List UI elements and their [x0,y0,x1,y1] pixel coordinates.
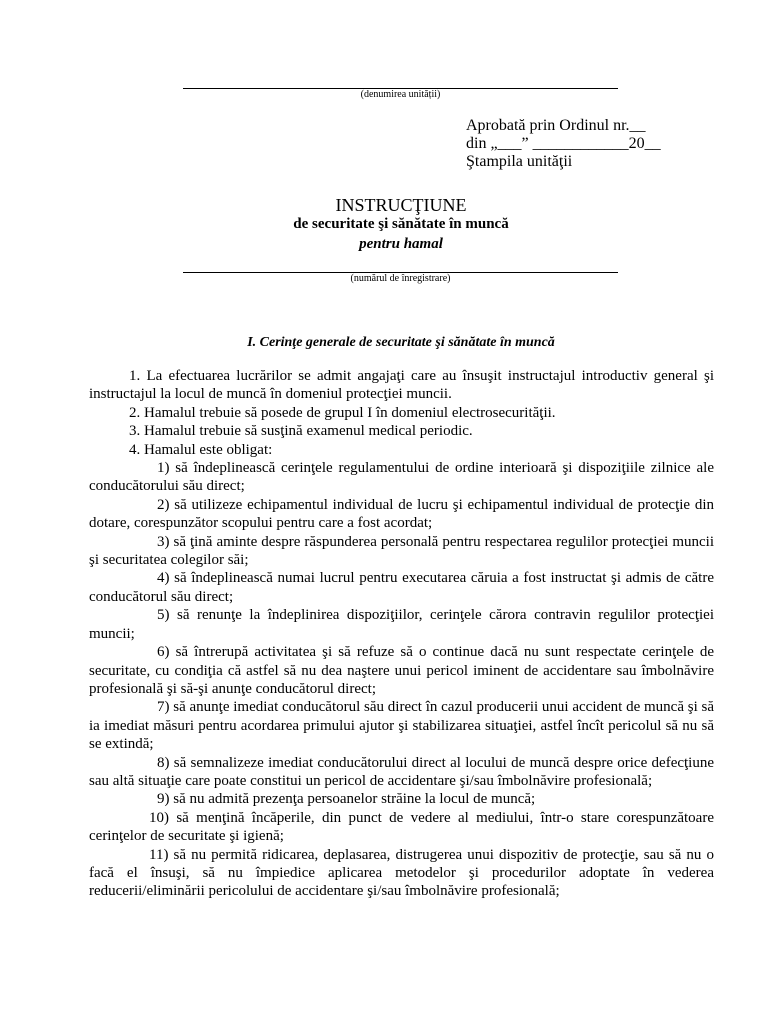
list-item: 5) să renunţe la îndeplinirea dispoziţiilor, cerinţele cărora contravin regulilor protecţiei muncii; [89,607,714,642]
list-item: 6) să întrerupă activitatea şi să refuze să o continue dacă nu sunt respectate cerinţele de securitate, cu condiţia că astfel să nu dea naştere unui pericol iminent de accidentare sau îmbolnăvire profesională şi să-şi anunţe conducătorul direct; [89,644,714,697]
list-item: 2) să utilizeze echipamentul individual de lucru şi echipamentul individual de protecţie din dotare, corespunzător scopului pentru care a fost acordat; [89,496,714,532]
approval-stamp-line: Ştampila unităţii [466,153,573,170]
list-item: 7) să anunţe imediat conducătorul său direct în cazul producerii unui accident de muncă şi să ia imediat măsuri pentru acordarea primului ajutor şi stabilizarea situaţiei, astfel încît pericolul să nu să se extindă; [89,699,714,753]
document-title: INSTRUCŢIUNE [335,195,467,215]
registration-label: (numărul de înregistrare) [350,273,451,284]
list-item: 1) să îndeplinească cerinţele regulamentului de ordine interioară şi dispoziţiile zilnice ale conducătorului său direct; [89,460,714,495]
document-subtitle: de securitate şi sănătate în muncă [293,216,509,232]
list-item: 3) să ţină aminte despre răspunderea personală pentru respectarea regulilor protecţiei muncii şi securitatea colegilor săi; [89,533,714,569]
list-item: 11) să nu permită ridicarea, deplasarea, distrugerea unui dispozitiv de protecţie, sau să nu o facă el însuşi, să nu împiedice aplicarea metodelor şi procedurilor adoptate în vederea reducerii/eliminării pericolului de accidentare şi/sau îmbolnăvire profesională; [89,846,714,900]
list-item: 4) să îndeplinească numai lucrul pentru executarea căruia a fost instructat şi admis de către conducătorul său direct; [89,570,714,605]
document-body [89,367,714,901]
list-item: 8) să semnalizeze imediat conducătorului direct al locului de muncă despre orice defecţiune sau altă situaţie care poate constitui un pericol de accidentare şi/sau îmbolnăvire profesională; [89,754,714,789]
unit-name-label: (denumirea unității) [360,89,441,100]
list-item: 9) să nu admită prezenţa persoanelor străine la locul de muncă; [157,791,536,808]
paragraph-3: 3. Hamalul trebuie să susţină examenul medical periodic. [129,423,473,440]
section-heading: I. Cerinţe generale de securitate şi sănătate în muncă [247,335,555,350]
approval-block [466,117,661,171]
document-subtitle-role: pentru hamal [359,236,443,252]
approval-date-line: din „___” ____________20__ [466,135,661,152]
paragraph-1: 1. La efectuarea lucrărilor se admit angajaţi care au însuşit instructajul introductiv general şi instructajul la locul de muncă în domeniul protecţiei muncii. [89,368,714,403]
approval-order-line: Aprobată prin Ordinul nr.__ [466,117,646,134]
paragraph-2: 2. Hamalul trebuie să posede de grupul I în domeniul electrosecurităţii. [129,404,556,421]
list-item: 10) să menţină încăperile, din punct de vedere al mediului, într-o stare corespunzătoare cerinţelor de securitate şi igienă; [89,809,714,845]
paragraph-4: 4. Hamalul este obligat: [129,441,273,458]
